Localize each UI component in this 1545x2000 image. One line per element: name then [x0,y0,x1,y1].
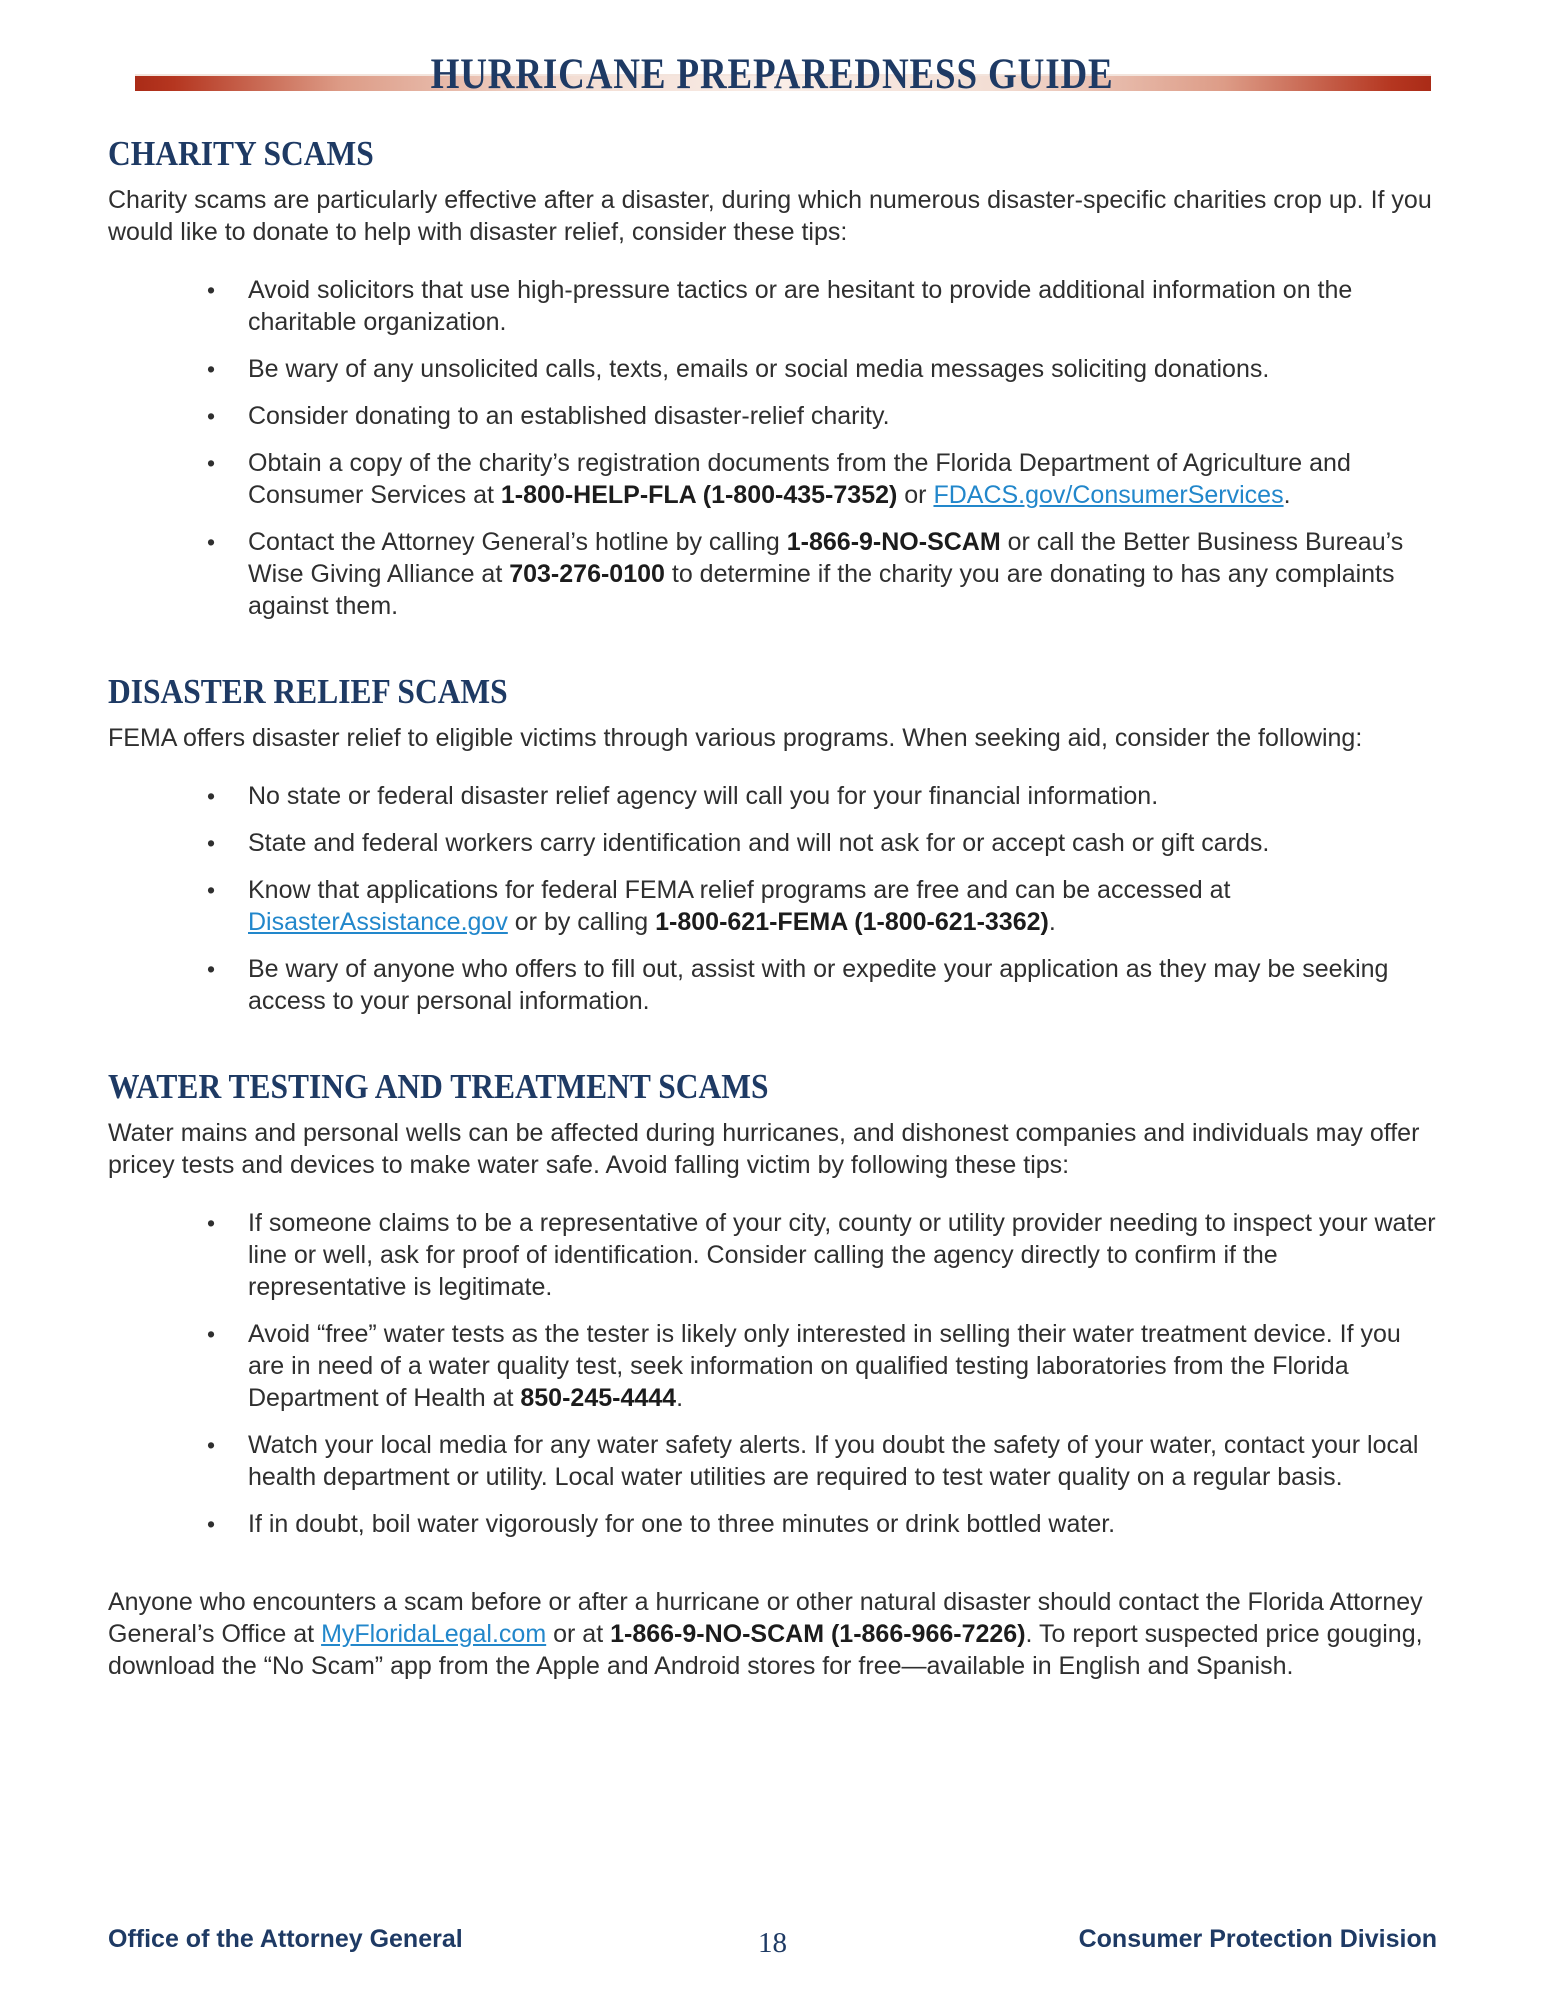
bullet-list [108,1207,1437,1540]
bold-text: 1-800-621-FEMA (1-800-621-3362) [655,908,1049,936]
text-run: If in doubt, boil water vigorously for one to three minutes or drink bottled water. [248,1510,1116,1538]
footer-division-label: Consumer Protection Division [1078,1925,1437,1953]
text-run: Avoid solicitors that use high-pressure tactics or are hesitant to provide additional information on the charitable organization. [248,276,1353,336]
text-run: State and federal workers carry identification and will not ask for or accept cash or gift cards. [248,829,1270,857]
inline-link[interactable]: DisasterAssistance.gov [248,908,508,936]
closing-paragraph [108,1586,1437,1682]
text-run: . [1283,481,1291,509]
text-run: Obtain a copy of the charity’s registration documents from the Florida Department of Agriculture and Consumer Services at [248,449,1351,509]
bullet-item [205,827,1437,859]
document-section [108,1067,1437,1540]
section-intro: Water mains and personal wells can be affected during hurricanes, and dishonest companies and individuals may offer pricey tests and devices to make water safe. Avoid falling victim by following these tips: [108,1119,1420,1179]
bold-text: 703-276-0100 [509,560,665,588]
text-run: or by calling [507,908,656,936]
section-heading-text: WATER TESTING AND TREATMENT SCAMS [108,1067,769,1106]
bullet-list [108,780,1437,1017]
text-run: Anyone who encounters a scam before or after a hurricane or other natural disaster should contact the Florida Attorney General’s Office at [108,1588,1423,1648]
page-header [0,0,1545,118]
document-section [108,134,1437,622]
bullet-item [205,953,1437,1017]
section-heading-text: DISASTER RELIEF SCAMS [108,672,508,711]
bullet-item [205,447,1437,511]
page-number: 18 [758,1927,787,1959]
text-run: Avoid “free” water tests as the tester is likely only interested in selling their water treatment device. If you are in need of a water quality test, seek information on qualified testing laboratories from the Florida Department of Health at [248,1320,1401,1412]
document-title [0,50,1545,99]
bold-text: 1-866-9-NO-SCAM [786,528,1001,556]
section-heading [108,672,1437,712]
text-run: Consider donating to an established disaster-relief charity. [248,402,890,430]
text-run: Watch your local media for any water safety alerts. If you doubt the safety of your water, contact your local health department or utility. Local water utilities are required to test water quality on a regular basis. [248,1431,1419,1491]
text-run: . To report suspected price gouging, download the “No Scam” app from the Apple and Android stores for free—available in English and Spanish. [108,1620,1423,1680]
bullet-item [205,274,1437,338]
page-footer [108,1914,1437,1959]
section-heading [108,134,1437,174]
bullet-item [205,353,1437,385]
document-title-text: HURRICANE PREPAREDNESS GUIDE [431,51,1114,98]
section-intro: FEMA offers disaster relief to eligible victims through various programs. When seeking aid, consider the following: [108,724,1363,752]
text-run: No state or federal disaster relief agency will call you for your financial information. [248,782,1159,810]
bullet-item [205,400,1437,432]
section-intro: Charity scams are particularly effective after a disaster, during which numerous disaster-specific charities crop up. If you would like to donate to help with disaster relief, consider these tips: [108,186,1432,246]
text-run: . [1048,908,1056,936]
bold-text: 850-245-4444 [520,1384,677,1412]
text-run: If someone claims to be a representative of your city, county or utility provider needing to inspect your water line or well, ask for proof of identification. Consider calling the agency directly to confirm if the representative is legitimate. [248,1209,1436,1301]
text-run: Know that applications for federal FEMA relief programs are free and can be accessed at [248,876,1231,904]
text-run: . [676,1384,684,1412]
bullet-item [205,1207,1437,1303]
section-heading [108,1067,1437,1107]
text-run: or call the Better Business Bureau’s Wise Giving Alliance at [248,528,1404,588]
bullet-item [205,1318,1437,1414]
bullet-item [205,780,1437,812]
bullet-item [205,874,1437,938]
bold-text: 1-800-HELP-FLA (1-800-435-7352) [500,481,898,509]
bullet-list [108,274,1437,622]
inline-link[interactable]: MyFloridaLegal.com [321,1620,547,1648]
inline-link[interactable]: FDACS.gov/ConsumerServices [933,481,1284,509]
text-run: to determine if the charity you are donating to has any complaints against them. [248,560,1395,620]
document-body [0,134,1545,1682]
text-run: Contact the Attorney General’s hotline by calling [248,528,787,556]
text-run: or at [546,1620,611,1648]
bullet-item [205,526,1437,622]
text-run: Be wary of any unsolicited calls, texts, emails or social media messages soliciting donations. [248,355,1270,383]
document-section [108,672,1437,1017]
text-run: or [897,481,934,509]
bullet-item [205,1508,1437,1540]
section-heading-text: CHARITY SCAMS [108,134,374,173]
bullet-item [205,1429,1437,1493]
text-run: Be wary of anyone who offers to fill out, assist with or expedite your application as they may be seeking access to your personal information. [248,955,1389,1015]
footer-office-label: Office of the Attorney General [108,1925,463,1953]
bold-text: 1-866-9-NO-SCAM (1-866-966-7226) [610,1620,1026,1648]
